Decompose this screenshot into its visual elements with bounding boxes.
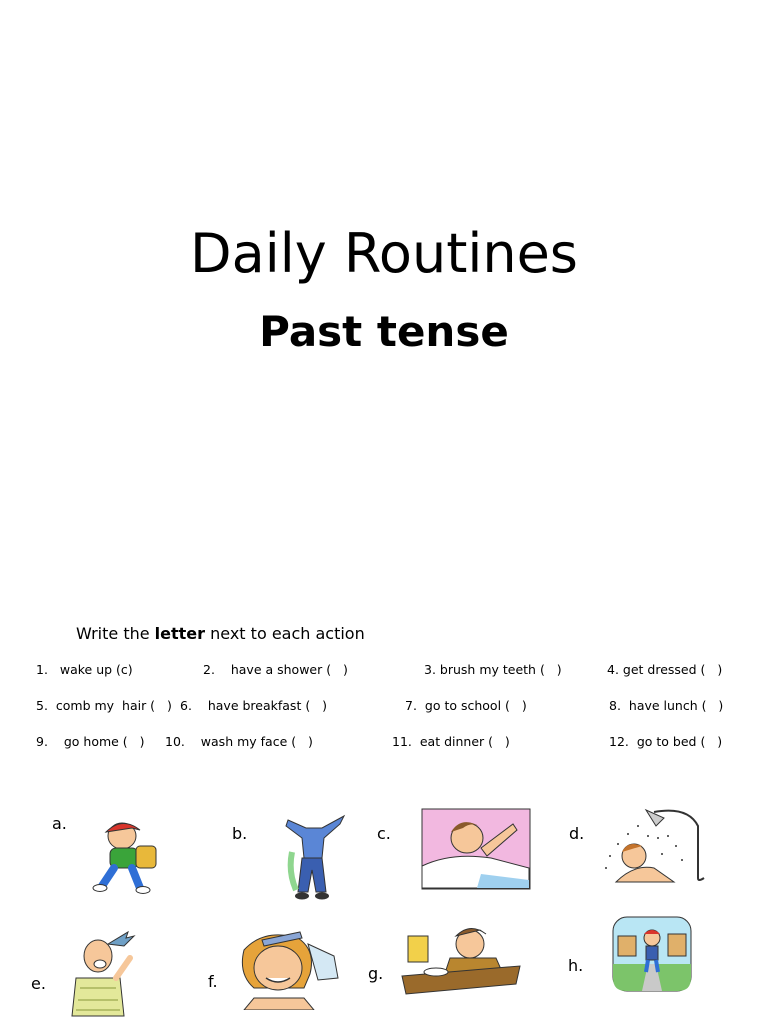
action-text: comb my hair ( )	[55, 698, 172, 713]
boy-going-home-icon	[612, 916, 692, 992]
action-number: 5.	[36, 698, 48, 713]
action-number: 11.	[392, 734, 412, 749]
boy-waking-up-icon	[421, 808, 531, 890]
girl-combing-hair-icon	[234, 928, 340, 1010]
action-item-11	[392, 734, 510, 749]
action-item-2	[203, 662, 348, 677]
action-number: 6.	[180, 698, 192, 713]
action-text: eat dinner ( )	[419, 734, 510, 749]
action-item-10	[165, 734, 313, 749]
action-number: 1.	[36, 662, 48, 677]
picture-label-b: b.	[232, 824, 248, 843]
boy-walking-to-school-icon	[88, 816, 184, 896]
action-text: go to bed ( )	[636, 734, 723, 749]
action-item-1	[36, 662, 133, 677]
action-item-7	[405, 698, 527, 713]
action-text: wash my face ( )	[200, 734, 313, 749]
boy-eating-icon	[400, 920, 522, 1004]
action-item-4	[607, 662, 722, 677]
shower-icon	[598, 806, 710, 884]
picture-label-a: a.	[52, 814, 67, 833]
action-text: wake up (c)	[59, 662, 133, 677]
action-item-8	[609, 698, 723, 713]
instruction	[76, 624, 365, 643]
picture-label-h: h.	[568, 956, 584, 975]
page-subtitle: Past tense	[259, 307, 509, 356]
picture-label-f: f.	[208, 972, 218, 991]
instruction-text: Write the	[76, 624, 155, 643]
action-number: 7.	[405, 698, 417, 713]
action-text: have a shower ( )	[230, 662, 348, 677]
picture-label-d: d.	[569, 824, 585, 843]
action-item-5	[36, 698, 172, 713]
action-number: 12.	[609, 734, 629, 749]
picture-label-c: c.	[377, 824, 391, 843]
action-text: get dressed ( )	[622, 662, 723, 677]
boy-getting-dressed-icon	[278, 812, 350, 904]
action-number: 3.	[424, 662, 436, 677]
page-title: Daily Routines	[190, 222, 578, 285]
action-text: go home ( )	[63, 734, 145, 749]
action-number: 4.	[607, 662, 619, 677]
action-item-12	[609, 734, 722, 749]
action-number: 10.	[165, 734, 185, 749]
picture-label-g: g.	[368, 964, 384, 983]
action-text: go to school ( )	[424, 698, 527, 713]
action-number: 9.	[36, 734, 48, 749]
action-item-6	[180, 698, 327, 713]
instruction-text-end: next to each action	[205, 624, 365, 643]
action-text: have lunch ( )	[628, 698, 724, 713]
man-brushing-teeth-icon	[68, 928, 140, 1018]
instruction-bold: letter	[154, 624, 206, 643]
picture-label-e: e.	[31, 974, 46, 993]
action-number: 8.	[609, 698, 621, 713]
action-text: have breakfast ( )	[207, 698, 327, 713]
action-number: 2.	[203, 662, 215, 677]
action-item-9	[36, 734, 144, 749]
action-text: brush my teeth ( )	[439, 662, 562, 677]
action-item-3	[424, 662, 562, 677]
